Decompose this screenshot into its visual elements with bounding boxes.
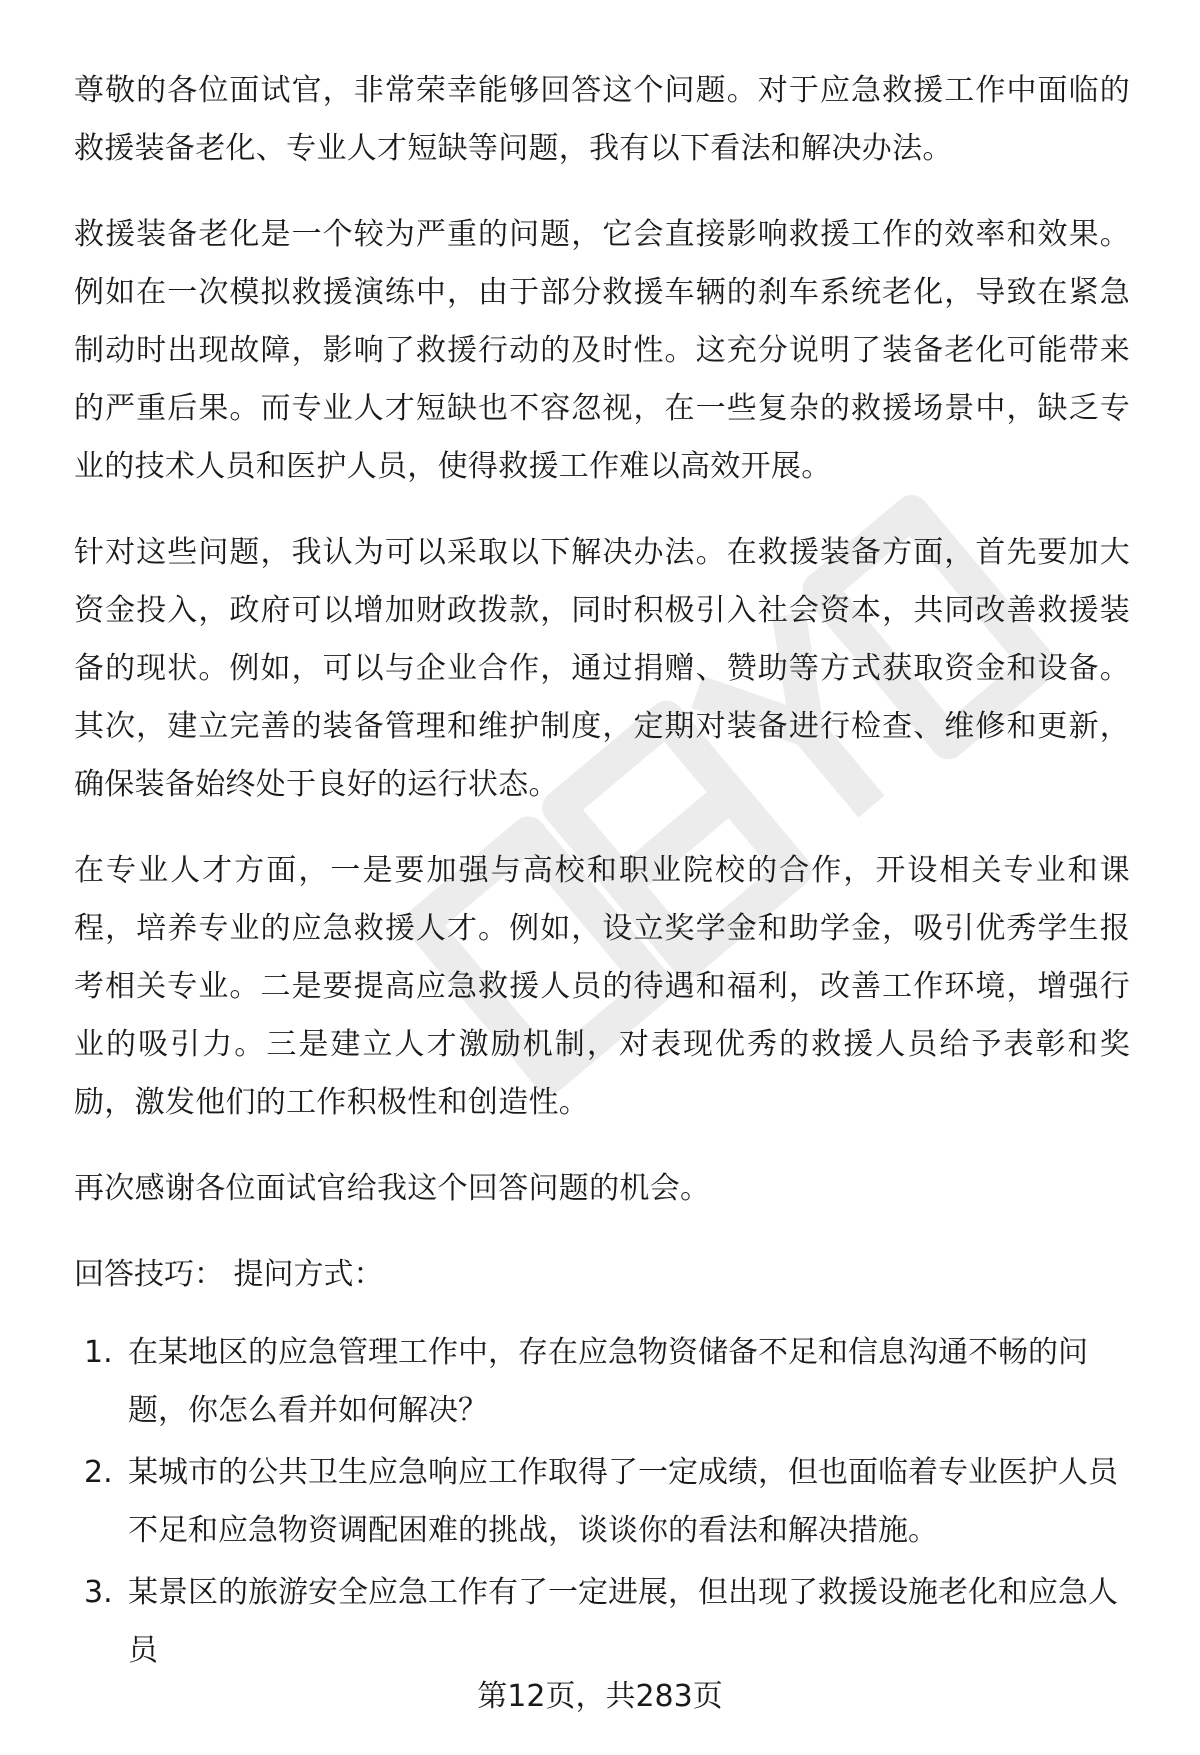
document-body [74, 62, 1130, 1684]
list-item-number: 1. [84, 1335, 113, 1370]
list-item [74, 1564, 1130, 1680]
tips-label: 回答技巧： 提问方式： [74, 1257, 384, 1292]
list-item-number: 3. [84, 1575, 113, 1610]
list-item-text: 某景区的旅游安全应急工作有了一定进展，但出现了救援设施老化和应急人员 [128, 1575, 1118, 1668]
paragraph-talent-solution: 在专业人才方面，一是要加强与高校和职业院校的合作，开设相关专业和课程，培养专业的应急救援人才。例如，设立奖学金和助学金，吸引优秀学生报考相关专业。二是要提高应急救援人员的待遇和福利，改善工作环境，增强行业的吸引力。三是建立人才激励机制，对表现优秀的救援人员给予表彰和奖励，激发他们的工作积极性和创造性。 [74, 853, 1130, 1120]
list-item-text: 某城市的公共卫生应急响应工作取得了一定成绩，但也面临着专业医护人员不足和应急物资调配困难的挑战，谈谈你的看法和解决措施。 [128, 1455, 1118, 1548]
paragraph-closing: 再次感谢各位面试官给我这个回答问题的机会。 [74, 1171, 711, 1206]
paragraph-equipment-solution: 针对这些问题，我认为可以采取以下解决办法。在救援装备方面，首先要加大资金投入，政府可以增加财政拨款，同时积极引入社会资本，共同改善救援装备的现状。例如，可以与企业合作，通过捐赠、赞助等方式获取资金和设备。其次，建立完善的装备管理和维护制度，定期对装备进行检查、维修和更新，确保装备始终处于良好的运行状态。 [74, 535, 1130, 802]
paragraph-problem: 救援装备老化是一个较为严重的问题，它会直接影响救援工作的效率和效果。例如在一次模拟救援演练中，由于部分救援车辆的刹车系统老化，导致在紧急制动时出现故障，影响了救援行动的及时性。这充分说明了装备老化可能带来的严重后果。而专业人才短缺也不容忽视，在一些复杂的救援场景中，缺乏专业的技术人员和医护人员，使得救援工作难以高效开展。 [74, 217, 1130, 484]
page-number-footer: 第12页，共283页 [477, 1679, 723, 1714]
list-item [74, 1444, 1130, 1560]
question-list [74, 1324, 1130, 1680]
paragraph-intro: 尊敬的各位面试官，非常荣幸能够回答这个问题。对于应急救援工作中面临的救援装备老化、专业人才短缺等问题，我有以下看法和解决办法。 [74, 73, 1130, 166]
list-item-text: 在某地区的应急管理工作中，存在应急物资储备不足和信息沟通不畅的问题，你怎么看并如何解决？ [128, 1335, 1088, 1428]
list-item-number: 2. [84, 1455, 113, 1490]
list-item [74, 1324, 1130, 1440]
